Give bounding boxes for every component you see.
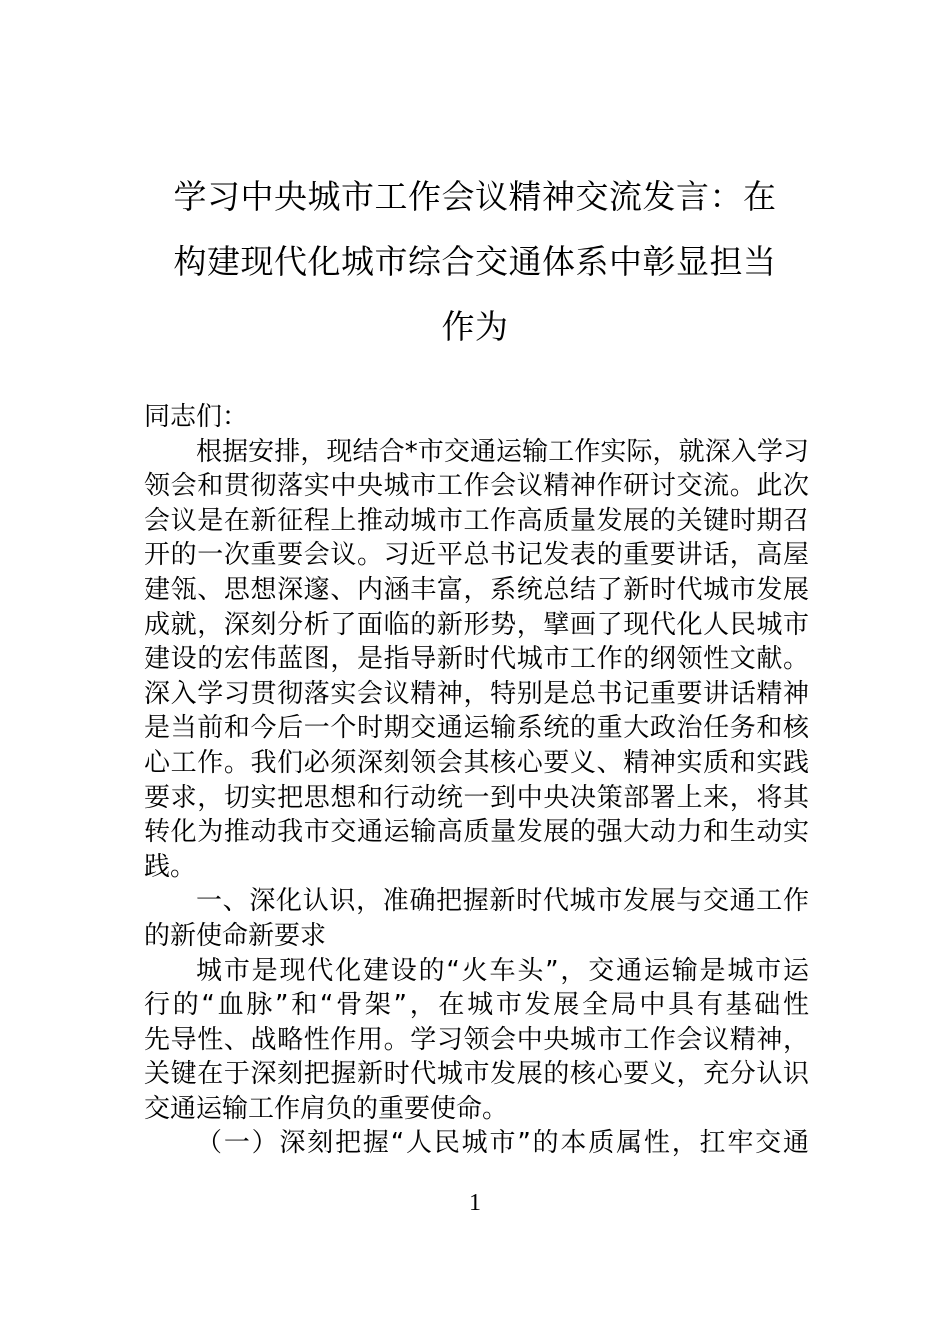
paragraph-line: 关键在于深刻把握新时代城市发展的核心要义，充分认识	[144, 1059, 809, 1090]
paragraph-line: 要求，切实把思想和行动统一到中央决策部署上来，将其	[144, 782, 809, 813]
paragraph-line: 交通运输工作肩负的重要使命。	[144, 1093, 509, 1124]
paragraph-intro	[144, 435, 809, 885]
paragraph-line: 成就，深刻分析了面临的新形势，擘画了现代化人民城市	[144, 609, 809, 640]
paragraph-line: 会议是在新征程上推动城市工作高质量发展的关键时期召	[144, 505, 809, 536]
document-title	[140, 164, 810, 359]
subheading-1: （一）深刻把握“人民城市”的本质属性，扛牢交通	[196, 1128, 809, 1159]
paragraph-line: 城市是现代化建设的“火车头”，交通运输是城市运	[196, 955, 809, 986]
page-number: 1	[469, 1190, 481, 1216]
paragraph-line: 开的一次重要会议。习近平总书记发表的重要讲话，高屋	[144, 540, 809, 571]
paragraph-line: 是当前和今后一个时期交通运输系统的重大政治任务和核	[144, 713, 809, 744]
paragraph-line: 领会和贯彻落实中央城市工作会议精神作研讨交流。此次	[144, 471, 809, 502]
paragraph-line: 根据安排，现结合*市交通运输工作实际，就深入学习	[196, 436, 809, 467]
document-body	[144, 400, 809, 1161]
paragraph-line: 转化为推动我市交通运输高质量发展的强大动力和生动实	[144, 817, 809, 848]
paragraph-section-1	[144, 954, 809, 1127]
title-line: 构建现代化城市综合交通体系中彰显担当	[173, 242, 777, 281]
paragraph-line: 建设的宏伟蓝图，是指导新时代城市工作的纲领性文献。	[144, 644, 809, 675]
paragraph-line: 建瓴、思想深邃、内涵丰富，系统总结了新时代城市发展	[144, 574, 809, 605]
title-line: 学习中央城市工作会议精神交流发言：在	[173, 177, 777, 216]
paragraph-line: 践。	[144, 851, 197, 882]
paragraph-line: 深入学习贯彻落实会议精神，特别是总书记重要讲话精神	[144, 678, 809, 709]
heading-line: 的新使命新要求	[144, 920, 327, 951]
section-heading-1	[144, 884, 809, 953]
title-line: 作为	[441, 307, 509, 346]
paragraph-line: 先导性、战略性作用。学习领会中央城市工作会议精神，	[144, 1024, 809, 1055]
paragraph-line: 行的“血脉”和“骨架”，在城市发展全局中具有基础性	[144, 990, 809, 1021]
greeting: 同志们：	[144, 402, 249, 432]
heading-line: 一、深化认识，准确把握新时代城市发展与交通工作	[196, 886, 809, 917]
paragraph-line: 心工作。我们必须深刻领会其核心要义、精神实质和实践	[144, 747, 809, 778]
